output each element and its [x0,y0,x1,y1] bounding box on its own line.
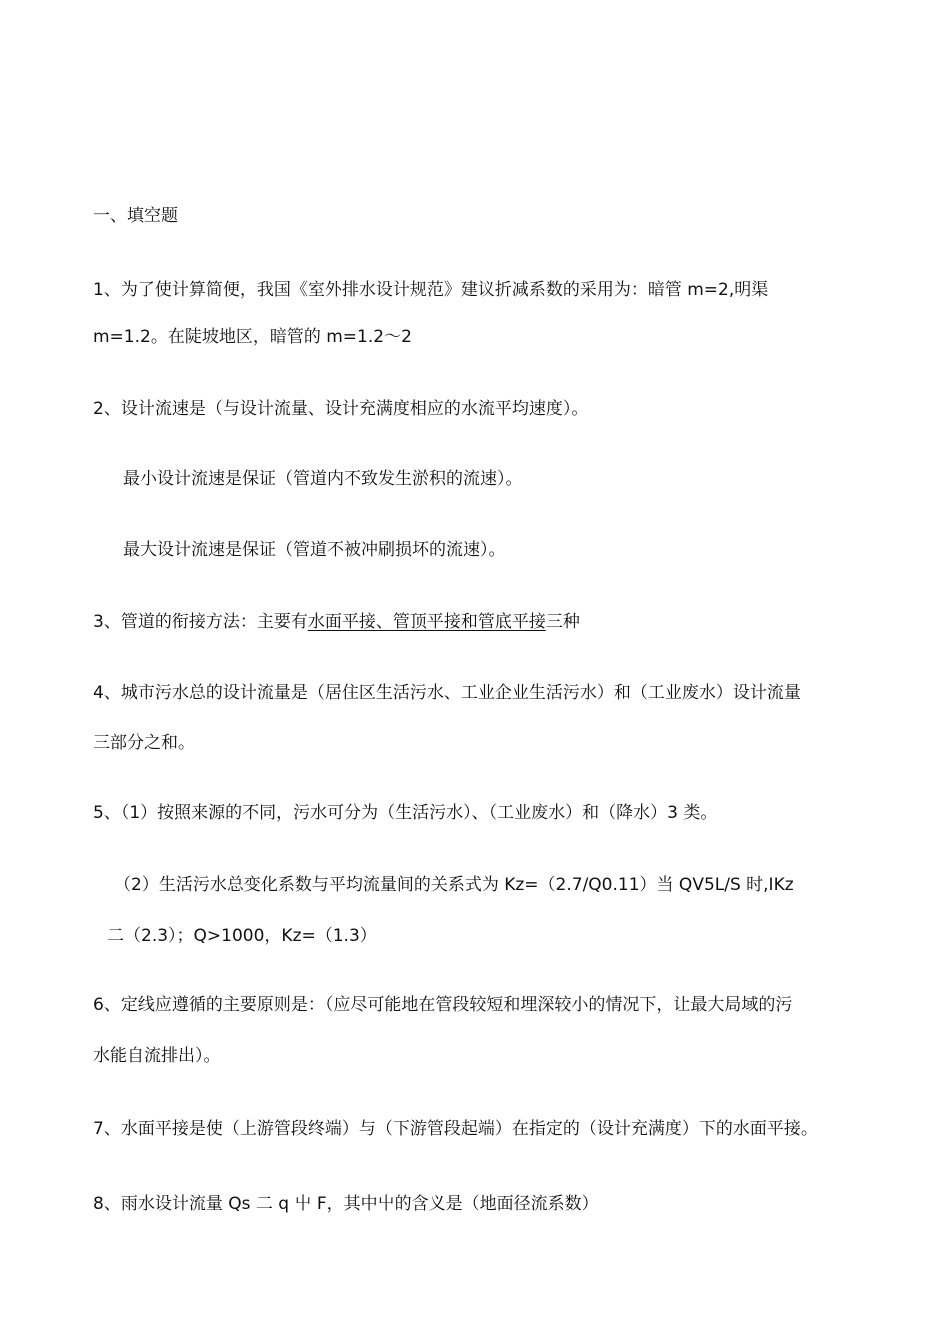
question-4-line-1: 4、城市污水总的设计流量是（居住区生活污水、工业企业生活污水）和（工业废水）设计流量 [93,683,801,703]
question-6-line-2: 水能自流排出）。 [93,1046,221,1066]
question-1-line-1: 1、为了使计算简便，我国《室外排水设计规范》建议折减系数的采用为：暗管 m=2,明渠 [93,280,769,300]
question-2-line-1: 2、设计流速是（与设计流量、设计充满度相应的水流平均速度）。 [93,399,589,419]
question-6-line-1: 6、定线应遵循的主要原则是：（应尽可能地在管段较短和埋深较小的情况下，让最大局域的污 [93,995,793,1015]
question-3-underlined-answer: 水面平接、管顶平接和管底平接 [307,612,546,632]
question-4-line-2: 三部分之和。 [93,733,195,753]
question-2-line-3: 最大设计流速是保证（管道不被冲刷损坏的流速）。 [123,540,506,560]
question-1-line-2: m=1.2。在陡坡地区，暗管的 m=1.2～2 [93,327,412,347]
question-3-line [93,611,580,633]
question-2-line-2: 最小设计流速是保证（管道内不致发生淤积的流速）。 [123,469,523,489]
question-7-line-1: 7、水面平接是使（上游管段终端）与（下游管段起端）在指定的（设计充满度）下的水面平接。 [93,1119,818,1139]
question-3-prefix: 3、管道的衔接方法：主要有 [93,612,308,632]
question-3-suffix: 三种 [545,612,580,632]
question-5-line-2: （2）生活污水总变化系数与平均流量间的关系式为 Kz=（2.7/Q0.11）当 QV5L/S 时,IKz [114,875,794,895]
question-5-line-1: 5、（1）按照来源的不同，污水可分为（生活污水）、（工业废水）和（降水）3 类。 [93,803,718,823]
question-8-line-1: 8、雨水设计流量 Qs 二 q 屮 F，其中屮的含义是（地面径流系数） [93,1194,599,1214]
question-5-line-3: 二（2.3）；Q>1000，Kz=（1.3） [107,926,377,946]
section-title: 一、填空题 [93,206,178,226]
